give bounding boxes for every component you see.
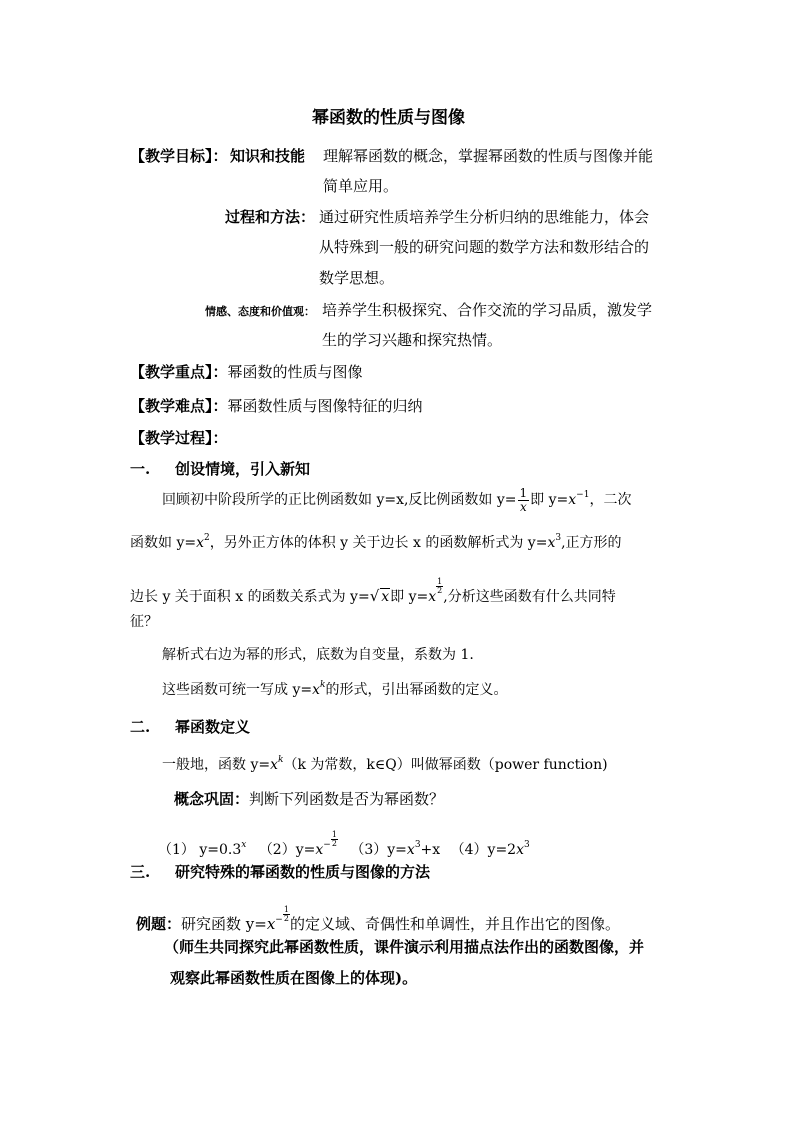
section1-para-line5: 解析式右边为幂的形式，底数为自变量，系数为 1. <box>162 647 474 663</box>
text-run: 一般地，函数 y= <box>162 757 271 773</box>
sqrt-icon: √ <box>369 587 380 605</box>
exponent: k <box>278 755 284 766</box>
math-x: x <box>270 757 278 773</box>
teacher-note-line1: （师生共同探究此幂函数性质，课件演示利用描点法作出的函数图像，并 <box>164 938 645 956</box>
exercise-1-label: （1） <box>158 842 195 858</box>
math-x: x <box>547 535 556 551</box>
text-run: 回顾初中阶段所学的正比例函数如 y=x,反比例函数如 y= <box>162 492 517 508</box>
emotion-text-1: 培养学生积极探究、合作交流的学习品质，激发学 <box>322 301 653 319</box>
math-x: x <box>568 492 577 508</box>
emotion-label: 情感、态度和价值观： <box>205 305 315 318</box>
consolidation-label: 概念巩固： <box>174 790 250 808</box>
exponent: −1 <box>576 490 590 501</box>
exponent-fraction <box>331 831 338 848</box>
fraction-numerator: 1 <box>331 830 337 839</box>
exponent: x <box>241 840 247 851</box>
exercise-3-expr: （3）y= <box>350 842 407 858</box>
section1-para-line3 <box>130 578 616 606</box>
fraction-numerator: 1 <box>283 905 289 914</box>
difficulties-row <box>130 395 423 416</box>
knowledge-text-2: 简单应用。 <box>323 177 399 195</box>
section3-heading: 研究特殊的幂函数的性质与图像的方法 <box>175 863 431 881</box>
text-run: （k 为常数，k∈Q）叫做幂函数（power function) <box>283 757 608 773</box>
fraction-numerator: 1 <box>437 577 443 586</box>
section1-heading: 创设情境，引入新知 <box>175 460 311 478</box>
exercise-4-expr: （4）y=2 <box>450 842 517 858</box>
exponent-fraction <box>283 906 290 923</box>
fraction-denominator: 2 <box>437 586 443 595</box>
process-text-1: 通过研究性质培养学生分析归纳的思维能力，体会 <box>319 208 650 226</box>
fraction-denominator: x <box>519 499 527 514</box>
section1-para-line2 <box>130 532 622 552</box>
text-run: ，二次 <box>589 492 632 508</box>
process-text-2: 从特殊到一般的研究问题的数学方法和数形结合的 <box>319 238 650 256</box>
document-title: 幂函数的性质与图像 <box>312 108 465 128</box>
section2-number: 二. <box>130 718 151 736</box>
process-label: 过程和方法： <box>225 208 316 226</box>
key-points-text: 幂函数的性质与图像 <box>227 363 363 381</box>
math-x: x <box>312 682 320 698</box>
text-run: 这些函数可统一写成 y= <box>162 682 313 698</box>
difficulties-text: 幂函数性质与图像特征的归纳 <box>227 397 423 415</box>
section1-para-line6 <box>162 679 507 699</box>
sqrt-radicand: x <box>381 589 390 605</box>
section1-para-line1 <box>162 485 631 515</box>
text-run: 边长 y 关于面积 x 的函数关系式为 y= <box>130 589 370 605</box>
text-run: 函数如 y= <box>130 535 197 551</box>
consolidation-row <box>174 788 444 809</box>
exponent: 3 <box>524 840 530 851</box>
exercise-3-tail: +x <box>420 842 441 858</box>
math-x: x <box>315 842 324 858</box>
process-section-label: 【教学过程】： <box>130 429 228 447</box>
knowledge-label: 知识和技能 <box>230 147 306 165</box>
exponent-minus: − <box>275 915 283 925</box>
text-run: ,正方形的 <box>561 535 622 551</box>
fraction-denominator: 2 <box>283 914 289 923</box>
fraction-one-over-x <box>518 487 530 514</box>
section1-number: 一. <box>130 460 151 478</box>
section1-para-line4: 征？ <box>130 614 158 630</box>
exercise-1-expr: y=0.3 <box>199 842 242 858</box>
section3-number: 三. <box>130 863 151 881</box>
difficulties-label: 【教学难点】： <box>130 397 228 415</box>
math-x: x <box>516 842 525 858</box>
knowledge-text-1: 理解幂函数的概念，掌握幂函数的性质与图像并能 <box>323 147 654 165</box>
key-points-label: 【教学重点】： <box>130 363 228 381</box>
math-x: x <box>196 535 204 551</box>
text-run: ，另外正方体的体积 y 关于边长 x 的函数解析式为 y= <box>209 535 548 551</box>
consolidation-text: 判断下列函数是否为幂函数？ <box>249 790 445 808</box>
text-run: ,分析这些函数有什么共同特 <box>443 589 616 605</box>
math-x: x <box>406 842 415 858</box>
math-x: x <box>428 589 437 605</box>
definition-text <box>162 754 608 774</box>
text-run: 研究函数 y= <box>181 915 267 933</box>
emotion-text-2: 生的学习兴趣和探究热情。 <box>322 331 503 349</box>
math-x: x <box>266 915 276 933</box>
objectives-label: 【教学目标】： <box>130 147 228 165</box>
exercise-list <box>158 831 530 859</box>
exponent: 3 <box>555 533 562 544</box>
fraction-denominator: 2 <box>331 839 337 848</box>
example-label: 例题： <box>136 915 182 933</box>
teacher-note-line2: 观察此幂函数性质在图像上的体现)。 <box>170 969 418 987</box>
exponent: k <box>320 680 326 691</box>
process-text-3: 数学思想。 <box>319 269 395 287</box>
text-run: 的形式，引出幂函数的定义。 <box>325 682 508 698</box>
text-run: 即 y= <box>530 492 569 508</box>
key-points-row <box>130 361 363 382</box>
text-run: 的定义域、奇偶性和单调性，并且作出它的图像。 <box>289 915 620 933</box>
exponent: 2 <box>204 533 210 544</box>
text-run: 即 y= <box>390 589 429 605</box>
exponent-minus: − <box>323 840 331 851</box>
exercise-2-expr: （2）y= <box>258 842 316 858</box>
example-row <box>136 906 620 934</box>
exponent: 3 <box>414 840 421 851</box>
fraction-numerator: 1 <box>519 485 528 500</box>
section2-heading: 幂函数定义 <box>175 718 251 736</box>
